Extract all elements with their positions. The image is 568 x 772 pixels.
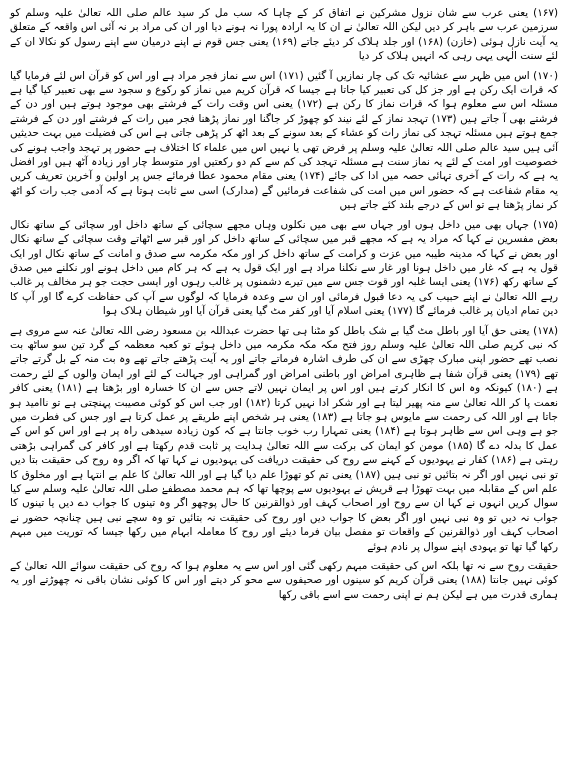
commentary-paragraph-4: (۱۷۸) یعنی حق آیا اور باطل مٹ گیا بے شک باطل کو مٹنا ہی تھا حضرت عبداللہ بن مسعود رضی اللہ تعالیٰ عنہ سے مروی ہے کہ نبی کریم صلی اللہ تعالیٰ علیہ وسلم روز فتح مکہ مکہ مکرمہ میں داخل ہوئے تو کعبہ معظمہ کے گرد تین سو ساٹھ بت نصب تھے حضور اپنی مبارک چھڑی سے ان کی طرف اشارہ فرماتے جاتے اور یہ آیت پڑھتے جاتے تھے وہ بت منہ کے بل گرتے جاتے تھے (۱۷۹) یعنی قرآن شفا ہے ظاہری امراض اور باطنی امراض اور گمراہی اور جہالت کے لئے اور ایمان والوں کے لئے رحمت ہے (۱۸۰) کیونکہ وہ اس کا انکار کرتے ہیں اور اس پر ایمان نہیں لاتے جس سے ان کا خسارہ اور بڑھتا ہے (۱۸۱) یعنی کافر نعمت پا کر اللہ تعالیٰ سے منہ پھیر لیتا ہے اور شکر ادا نہیں کرتا (۱۸۲) اور جب اس کو کوئی مصیبت پہنچتی ہے تو ناامید ہو جاتا ہے اور اللہ کی رحمت سے مایوس ہو جاتا ہے (۱۸۳) یعنی ہر شخص اپنے طریقے پر عمل کرتا ہے اور جس کی فطرت میں جو ہے وہی اس سے ظاہر ہوتا ہے (۱۸۴) یعنی تمہارا رب خوب جانتا ہے کہ کون زیادہ سیدھی راہ پر ہے اور اس کو اس کے عمل کا بدلہ دے گا (۱۸۵) مومن کو ایمان کی برکت سے اللہ تعالیٰ ہدایت پر ثابت قدم رکھتا ہے اور کافر کی گمراہی بڑھتی رہتی ہے (۱۸۶) کفار نے یہودیوں کے کہنے سے روح کی حقیقت دریافت کی یہودیوں نے کہا تھا کہ اگر وہ روح کی حقیقت بتا دیں تو نبی نہیں اور اگر نہ بتائیں تو نبی ہیں (۱۸۷) یعنی تم کو تھوڑا علم دیا گیا ہے اور اللہ تعالیٰ کا علم بے انتہا ہے اور مخلوق کا علم اس کے مقابلہ میں بہت تھوڑا ہے قریش نے یہودیوں سے پوچھا تھا کہ ہم محمد مصطفےٰ صلی اللہ تعالیٰ علیہ وسلم سے کیا سوال کریں انہوں نے کہا ان سے روح اور اصحاب کہف اور ذوالقرنین کا حال پوچھو اگر وہ تینوں کا جواب دے دیں یا تینوں کا جواب نہ دیں تو وہ نبی نہیں اور اگر بعض کا جواب دیں اور روح کی حقیقت نہ بتائیں تو وہ سچے نبی ہیں چنانچہ حضور نے اصحاب کہف اور ذوالقرنین کے واقعات تو مفصل بیان فرما دیئے اور روح کا معاملہ ابہام میں رکھا جیسا کہ توریت میں مبہم رکھا گیا تھا تو یہودی اپنے سوال پر نادم ہوئے	[10, 324, 559, 553]
commentary-paragraph-1: (۱۶۷) یعنی عرب سے شان نزول مشرکین نے اتفاق کر کے چاہا کہ سب مل کر سید عالم صلی اللہ تعالیٰ علیہ وسلم کو سرزمین عرب سے باہر کر دیں لیکن اللہ تعالیٰ نے ان کا یہ ارادہ پورا نہ ہونے دیا اور ان کی مراد بر نہ آئی اس واقعہ کے متعلق یہ آیت نازل ہوئی (خازن) (۱۶۸) اور جلد ہلاک کر دیئے جاتے (۱۶۹) یعنی جس قوم نے اپنے درمیان سے اپنے رسول کو نکالا ان کے لئے سنت الٰہی یہی رہی کہ انہیں ہلاک کر دیا	[10, 7, 558, 63]
commentary-paragraph-2: (۱۷۰) اس میں ظہر سے عشائیہ تک کی چار نمازیں آ گئیں (۱۷۱) اس سے نماز فجر مراد ہے اور اس کو قرآن اس لئے فرمایا گیا کہ قرات ایک رکن ہے اور جز کل کی تعبیر کیا جاتا ہے جیسا کہ قرآن کریم میں نماز کو رکوع و سجود سے بھی تعبیر کیا گیا ہے مسئلہ اس سے معلوم ہوا کہ قرات نماز کا رکن ہے (۱۷۲) یعنی اس وقت رات کے فرشتے بھی موجود ہوتے ہیں اور دن کے فرشتے بھی آ جاتے ہیں (۱۷۳) تہجد نماز کے لئے نیند کو چھوڑ کر جاگنا اور نماز پڑھنا فجر میں رات کے فرشتے اور دن کے فرشتے جمع ہوتے ہیں مسئلہ تہجد کی نماز رات کو عشاء کے بعد سونے کے بعد اٹھ کر پڑھی جاتی ہے اس کی فضیلت میں بہت حدیثیں آئی ہیں سید عالم صلی اللہ تعالیٰ علیہ وسلم پر فرض تھی یا نہیں اس میں علماء کا اختلاف ہے حضور پر تہجد واجب ہونے کی خصوصیت اور امت کے لئے یہ نماز سنت ہے مسئلہ تہجد کی کم سے کم دو رکعتیں اور متوسط چار اور زیادہ آٹھ ہیں اور افضل یہ ہے کہ رات کے آخری تہائی حصہ میں ادا کی جائے (۱۷۴) یعنی مقام محمود عطا فرمائے جس پر اولین و آخرین تعریف کریں یہ مقام شفاعت ہے کہ حضور اس میں امت کی شفاعت فرمائیں گے (مدارک) اسی سے ثابت ہوتا ہے کہ آدمی جب رات کو اٹھ کر نماز پڑھتا ہے تو اس کے درجے بلند کئے جاتے ہیں	[10, 69, 558, 212]
commentary-paragraph-5: حقیقت روح سے نہ تھا بلکہ اس کی حقیقت مبہم رکھی گئی اور اس سے یہ معلوم ہوا کہ روح کی حقیقت سوائے اللہ تعالیٰ کے کوئی نہیں جانتا (۱۸۸) یعنی قرآن کریم کو سینوں اور صحیفوں سے محو کر دیتے اور اس کا کوئی نشان باقی نہ چھوڑتے اور یہ ہماری قدرت میں ہے لیکن ہم نے اپنی رحمت سے اسے باقی رکھا	[10, 560, 559, 601]
commentary-paragraph-3: (۱۷۵) جہاں بھی میں داخل ہوں اور جہاں سے بھی میں نکلوں وہاں مجھے سچائی کے ساتھ داخل اور سچائی کے ساتھ نکال بعض مفسرین نے کہا کہ مراد یہ ہے کہ مجھے قبر میں سچائی کے ساتھ داخل کر اور قبر سے اٹھاتے وقت سچائی کے ساتھ نکال اور بعض نے کہا کہ مدینہ طیبہ میں عزت و کرامت کے ساتھ داخل کر اور مکہ مکرمہ سے صدق و امانت کے ساتھ نکال اور ایک قول یہ ہے کہ غار میں داخل ہونا اور غار سے نکلنا مراد ہے اور ایک قول یہ ہے کہ ہر کام میں داخل ہونے اور نکلنے میں صدق کے ساتھ رکھ (۱۷۶) یعنی ایسا غلبہ اور قوت جس سے میں تیرے دشمنوں پر غالب رہوں اور ایسی حجت جو ہر مخالف پر غالب رہے اللہ تعالیٰ نے اپنے حبیب کی یہ دعا قبول فرمائی اور ان سے وعدہ فرمایا کہ لوگوں سے آپ کی حفاظت کرے گا اور آپ کا دین تمام ادیان پر غالب فرمائے گا (۱۷۷) یعنی اسلام آیا اور کفر مٹ گیا یعنی قرآن آیا اور شیطان ہلاک ہوا	[10, 218, 559, 318]
